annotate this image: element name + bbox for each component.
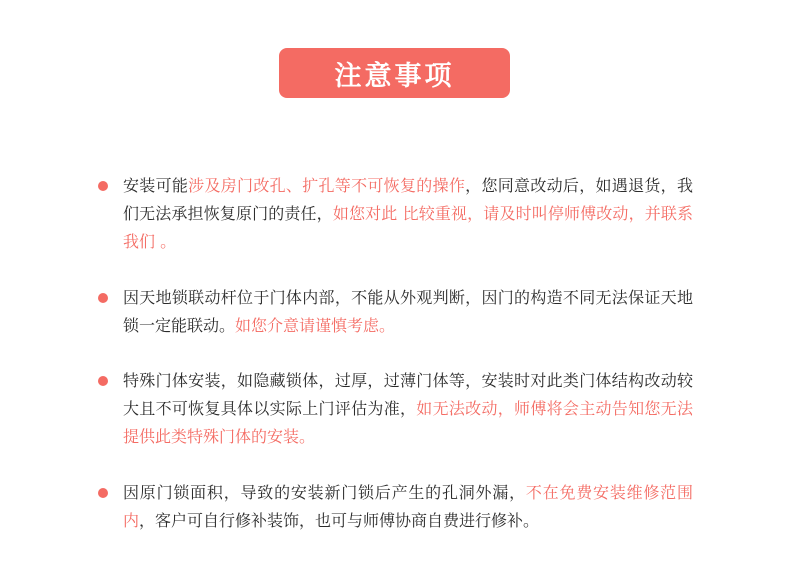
bullet-dot: [98, 181, 108, 191]
notice-highlight-segment: 涉及房门改孔、扩孔等不可恢复的操作: [188, 176, 466, 195]
page-title: 注意事项: [334, 60, 455, 92]
notice-item-4: [98, 479, 718, 535]
notice-highlight-segment: 如您介意请谨慎考虑。: [235, 316, 396, 335]
bullet-dot: [98, 488, 108, 498]
notice-text: [123, 367, 693, 451]
notice-text: [123, 172, 693, 256]
notice-text-segment: ，客户可自行修补装饰，也可与师傅协商自费进行修补。: [139, 511, 540, 530]
notice-text-segment: 因天地锁联动杆位于门体内部，不能从外观判断，因门的构造不同无法保证天地锁一定能联动。: [123, 288, 693, 335]
notice-text-segment: ，您同意改动后，如遇退货，我们无法承担恢复原门的责任，: [123, 176, 693, 223]
bullet-dot: [98, 376, 108, 386]
notice-text-segment: 安装可能: [123, 176, 189, 195]
notice-highlight-segment: 如无法改动，师傅将会主动告知您无法提供此类特殊门体的安装。: [123, 399, 693, 446]
notice-item-3: [98, 367, 718, 451]
notice-highlight-segment: 不在免费安装维修范围内: [123, 483, 693, 530]
notice-text: [123, 284, 693, 340]
notice-highlight-segment: 如您对此 比较重视，请及时叫停师傅改动，并联系我们 。: [123, 204, 693, 251]
notice-item-1: [98, 172, 718, 256]
bullet-dot: [98, 293, 108, 303]
notice-text-segment: 因原门锁面积，导致的安装新门锁后产生的孔洞外漏，: [123, 483, 526, 502]
notice-item-2: [98, 284, 718, 340]
title-banner: [279, 48, 510, 98]
notice-text: [123, 479, 693, 535]
notice-text-segment: 特殊门体安装，如隐藏锁体，过厚，过薄门体等，安装时对此类门体结构改动较大且不可恢复具体以实际上门评估为准，: [123, 371, 693, 418]
